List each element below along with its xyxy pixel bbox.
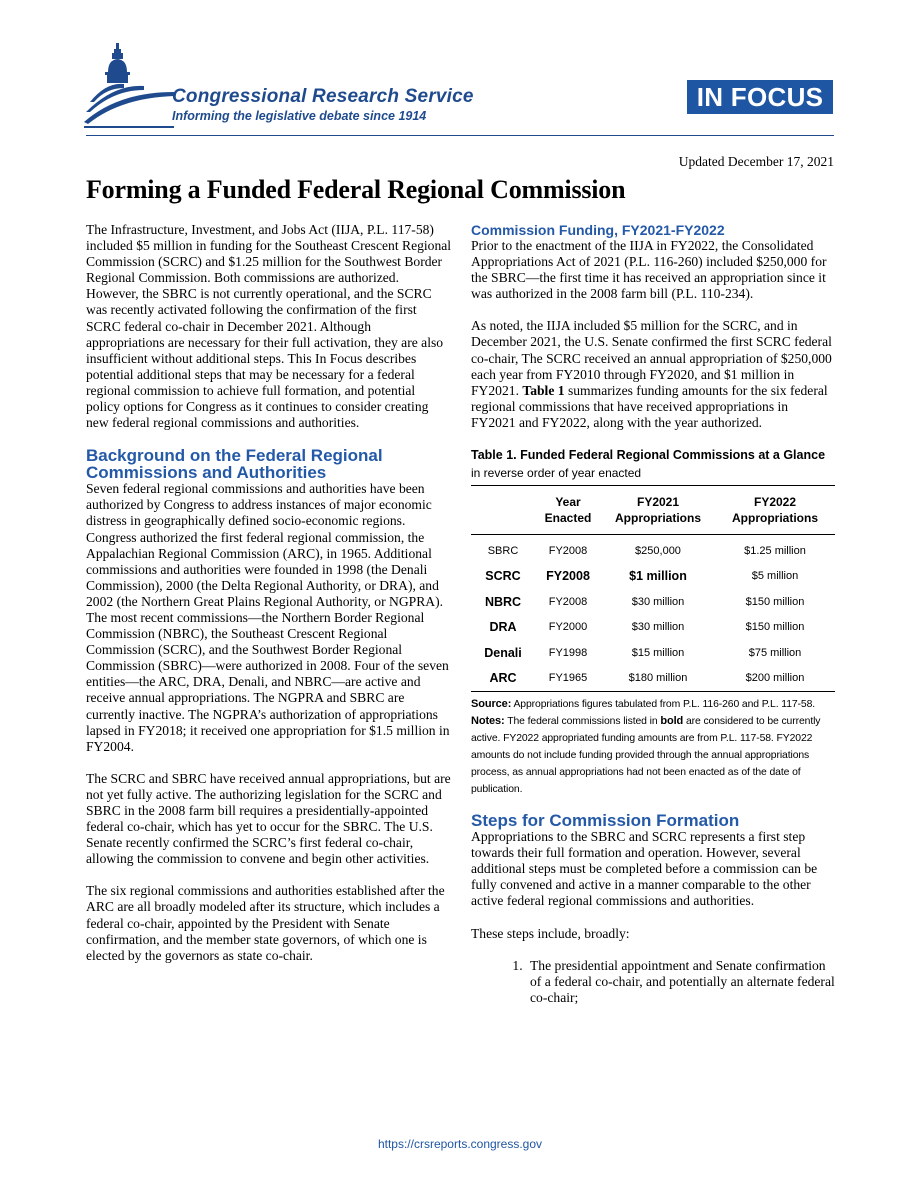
source-label: Source:: [471, 698, 512, 711]
intro-paragraph: The Infrastructure, Investment, and Jobs Act (IIJA, P.L. 117-58) included $5 million in funding for the Southeast Crescent Regional Commission (SCRC) and $1.25 million for the Southwest Border Regional Commission. Both commissions are authorized. However, the SBRC is not currently operational, and the SCRC was recently activated following the confirmation of the first SCRC federal co-chair in December 2021. Although appropriations are necessary for their full activation, they are also insufficient without additional steps. This In Focus describes potential additional steps that may be necessary for a federal regional commission to achieve full formation, and potential policy options for Congress as it continues to consider creating new federal regional commissions and authorities.: [86, 222, 452, 431]
table-cell: FY1965: [535, 666, 601, 692]
table-cell: FY2008: [546, 569, 590, 584]
page-title: Forming a Funded Federal Regional Commission: [86, 175, 626, 204]
table-cell: FY1998: [548, 646, 588, 659]
table-row: [471, 589, 835, 615]
table-title: Table 1. Funded Federal Regional Commissions at a Glance: [471, 448, 826, 463]
updated-date: Updated December 17, 2021: [678, 154, 834, 169]
crs-capitol-logo: [84, 40, 174, 130]
table-subtitle: in reverse order of year enacted: [471, 466, 642, 481]
funding-p2-text-b: summarizes funding amounts for the six federal regional commissions that have received appropriations in FY2021 and FY2022, along with the year authorized.: [471, 382, 828, 430]
table-cell: SCRC: [485, 569, 521, 584]
table-cell: $75 million: [748, 646, 802, 659]
table-header-row: [471, 486, 835, 535]
product-badge: IN FOCUS: [687, 80, 833, 114]
table-row: [471, 666, 835, 692]
table-cell: $30 million: [631, 595, 685, 608]
table-cell: FY2008: [548, 595, 588, 608]
table-cell: DRA: [489, 620, 517, 635]
header-divider: [86, 135, 834, 136]
table-cell: Denali: [484, 645, 522, 660]
table-cell: $180 million: [601, 666, 715, 692]
footer-url-link[interactable]: https://crsreports.congress.gov: [377, 1137, 543, 1151]
funding-p2-text-a: As noted, the IIJA included $5 million for the SCRC, and in December 2021, the U.S. Senate confirmed the first SCRC federal co-chair, The SCRC received an annual appropriation of $250,000 each year from FY2010 through FY2020, and $1 million in FY2021.: [471, 318, 832, 398]
funding-table: [471, 485, 835, 692]
table-cell: FY2000: [548, 621, 588, 634]
background-paragraph-3: The six regional commissions and authorities established after the ARC are all broadly modeled after its structure, which includes a federal co-chair, appointed by the President with Senate confirmation, and the member state governors, of which one is elected by the governors as state co-chair.: [86, 883, 445, 963]
funding-heading: Commission Funding, FY2021-FY2022: [471, 222, 725, 238]
table-header-commission: [471, 486, 535, 535]
org-name: Congressional Research Service: [172, 86, 474, 107]
notes-label: Notes:: [471, 715, 505, 728]
table-cell: SBRC: [487, 544, 519, 557]
source-text: Appropriations figures tabulated from P.L. 116-260 and P.L. 117-58.: [511, 699, 816, 711]
table-cell: FY2008: [548, 544, 588, 557]
table-header-fy2022: FY2022 Appropriations: [715, 486, 835, 535]
left-column: [86, 222, 452, 980]
table-row: [471, 535, 835, 564]
table-row: [471, 640, 835, 666]
background-paragraph-2: The SCRC and SBRC have received annual appropriations, but are not yet fully active. The authorizing legislation for the SCRC and SBRC in the 2008 farm bill requires a presidentially-appointed federal co-chair, which has yet to occur for the SBRC. The U.S. Senate recently confirmed the SCRC’s first federal co-chair, allowing the commission to convene and begin other activities.: [86, 770, 451, 867]
steps-paragraph-2: These steps include, broadly:: [471, 925, 630, 941]
table-source: [471, 696, 835, 713]
table-cell: $200 million: [715, 666, 835, 692]
table-cell: $150 million: [745, 621, 805, 634]
table-cell: $30 million: [631, 621, 685, 634]
table-cell: $250,000: [635, 544, 681, 557]
table-header-year: Year Enacted: [535, 486, 601, 535]
table-cell: ARC: [471, 666, 535, 692]
background-paragraph-1: Seven federal regional commissions and authorities have been authorized by Congress to address instances of major economic distress in geographically defined socio-economic regions. Congress authorized the first federal regional commission, the Appalachian Regional Commission (ARC), in 1965. Additional commissions and authorities were founded in 1998 (the Denali Commission), 2000 (the Delta Regional Authority, or DRA), and 2002 (the Northern Great Plains Regional Authority, or NGPRA). The most recent commissions—the Northern Border Regional Commission (NBRC), the Southeast Crescent Regional Commission (SCRC), and the Southwest Border Regional Commission (SBRC)—were authorized in 2008. Four of the seven entities—the ARC, DRA, Denali, and NBRC—are active and receive annual appropriations. The NGPRA and SBRC are currently inactive. The NGPRA’s authorization of appropriations lapsed in FY2018; it received one appropriation for $1.5 million in FY2004.: [86, 481, 450, 754]
steps-heading: Steps for Commission Formation: [471, 811, 740, 831]
table-cell: NBRC: [484, 594, 522, 609]
table-reference-link[interactable]: Table 1: [522, 382, 565, 398]
funding-paragraph-1: Prior to the enactment of the IIJA in FY2022, the Consolidated Appropriations Act of 2021 (P.L. 116-260) included $250,000 for the SBRC—the first time it has received an appropriation since it was authorized in the 2008 farm bill (P.L. 110-234).: [471, 238, 827, 302]
org-tagline: Informing the legislative debate since 1914: [172, 109, 427, 123]
list-item: 1. The presidential appointment and Senate confirmation of a federal co-chair, and potentially an alternate federal co-chair;: [526, 958, 835, 1006]
table-header-fy2021: FY2021 Appropriations: [601, 486, 715, 535]
funding-paragraph-2: [471, 318, 835, 431]
steps-list: [471, 958, 835, 1006]
table-cell: $150 million: [745, 595, 805, 608]
right-column: [471, 222, 835, 1006]
table-row: [471, 615, 835, 641]
table-cell: $1 million: [629, 569, 687, 584]
notes-bold-word: bold: [660, 715, 684, 728]
table-cell: $15 million: [631, 646, 685, 659]
notes-text-a: The federal commissions listed in: [504, 716, 661, 728]
steps-paragraph-1: Appropriations to the SBRC and SCRC represents a first step towards their full formation and operation. However, several additional steps must be completed before a commission can be fully convened and active in a manner comparable to the other active federal regional commissions and authorities.: [471, 829, 818, 909]
background-heading: Background on the Federal Regional Commissions and Authorities: [86, 446, 383, 483]
table-row: [471, 564, 835, 590]
table-cell: $5 million: [751, 570, 799, 583]
notes-text-b: are considered to be currently active. FY2022 appropriated funding amounts are from P.L. 117-58. FY2022 amounts do not include funding provided through the annual appropriations process, as annual appropriations had not been enacted as of the date of publication.: [471, 716, 821, 796]
table-notes: [471, 713, 835, 798]
table-cell: $1.25 million: [744, 544, 806, 557]
